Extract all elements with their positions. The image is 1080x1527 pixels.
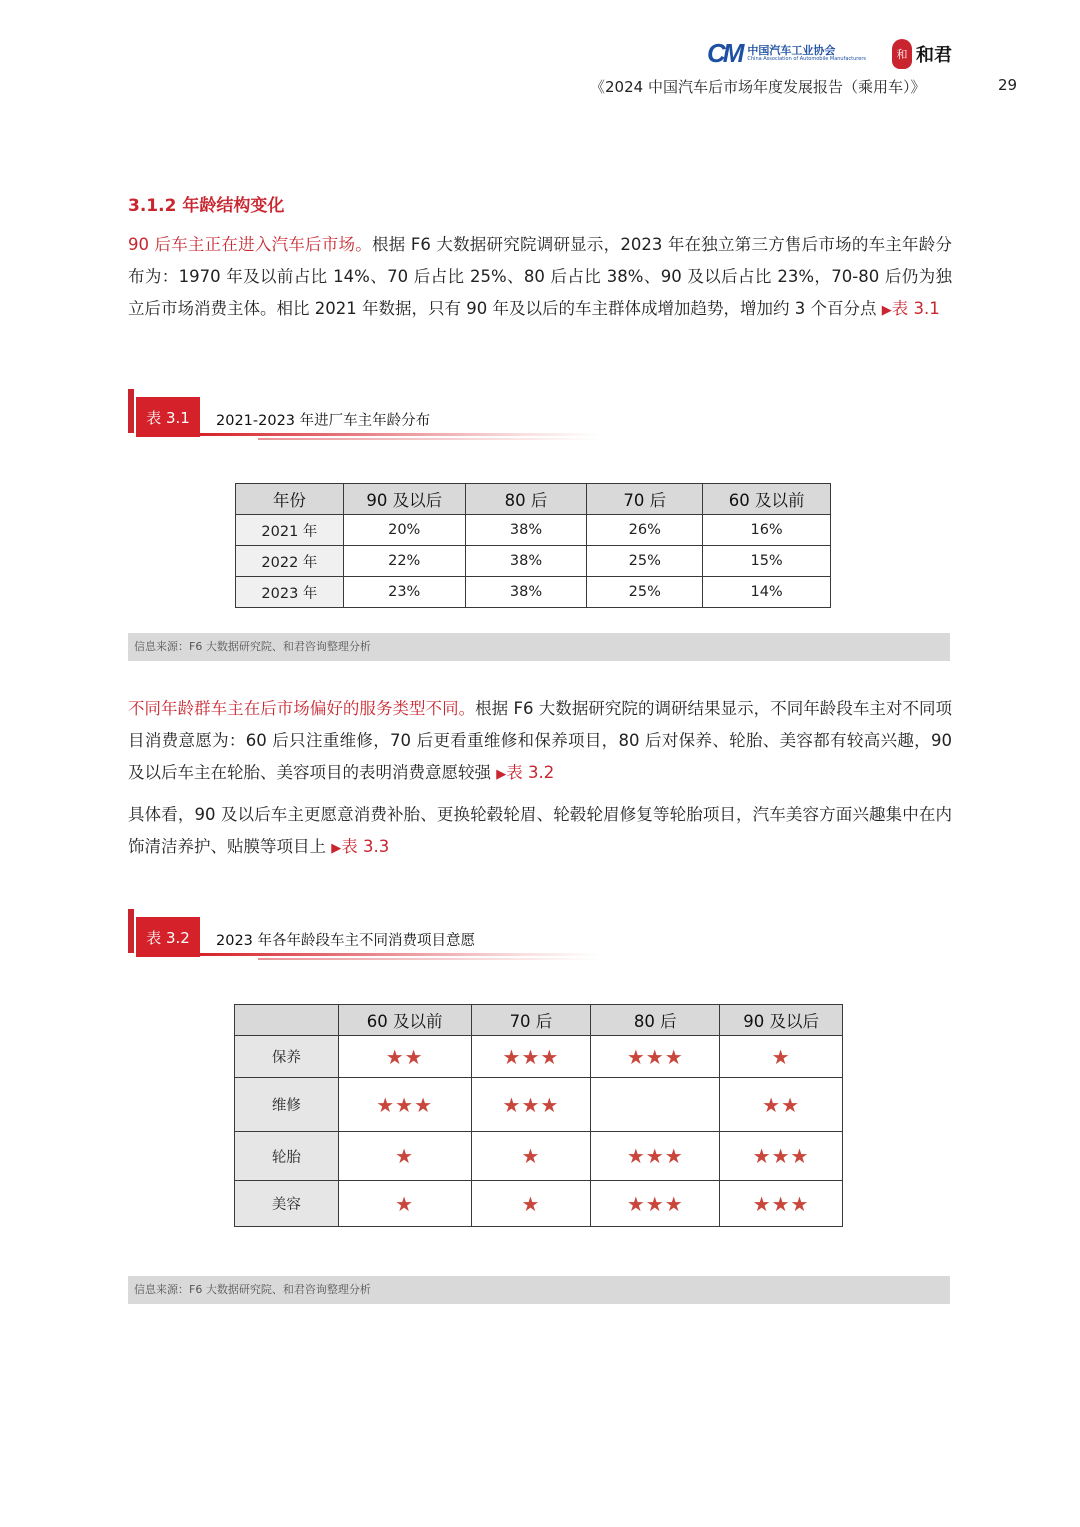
caam-name: 中国汽车工业协会 xyxy=(747,43,836,57)
star-rating: ★ xyxy=(338,1181,471,1227)
banner-tab xyxy=(128,909,134,953)
paragraph-highlight: 不同年龄群车主在后市场偏好的服务类型不同。 xyxy=(128,699,476,718)
table-source-note: 信息来源：F6 大数据研究院、和君咨询整理分析 xyxy=(128,633,950,661)
table-cell: 38% xyxy=(465,515,587,546)
column-header: 60 及以前 xyxy=(338,1005,471,1036)
star-rating: ★★ xyxy=(338,1036,471,1078)
star-rating: ★★★ xyxy=(591,1132,720,1181)
age-distribution-table xyxy=(235,483,831,608)
table-cell: 14% xyxy=(703,577,831,608)
column-header: 90 及以后 xyxy=(343,484,465,515)
column-header: 90 及以后 xyxy=(720,1005,843,1036)
banner-divider xyxy=(258,438,598,440)
table-3-1-banner xyxy=(128,389,608,445)
star-rating: ★ xyxy=(471,1181,591,1227)
star-rating: ★★★ xyxy=(720,1132,843,1181)
report-title: 《2024 中国汽车后市场年度发展报告（乘用车）》 xyxy=(590,78,926,96)
star-rating: ★★★ xyxy=(338,1078,471,1132)
paragraph-detail xyxy=(128,799,952,865)
table-title: 2023 年各年龄段车主不同消费项目意愿 xyxy=(216,933,476,949)
table-source-note: 信息来源：F6 大数据研究院、和君咨询整理分析 xyxy=(128,1276,950,1304)
star-rating: ★★★ xyxy=(471,1036,591,1078)
row-label: 轮胎 xyxy=(235,1132,339,1181)
row-label: 保养 xyxy=(235,1036,339,1078)
star-rating: ★★★ xyxy=(591,1036,720,1078)
table-label: 表 3.1 xyxy=(136,397,200,437)
table-row xyxy=(235,1078,843,1132)
table-row xyxy=(235,1036,843,1078)
paragraph-service-preference xyxy=(128,693,952,791)
column-header: 60 及以前 xyxy=(703,484,831,515)
column-header: 80 后 xyxy=(465,484,587,515)
banner-divider xyxy=(258,958,598,960)
table-cell: 25% xyxy=(587,577,703,608)
row-label: 美容 xyxy=(235,1181,339,1227)
star-rating: ★★ xyxy=(720,1078,843,1132)
table-cell: 2023 年 xyxy=(236,577,344,608)
table-cell: 22% xyxy=(343,546,465,577)
table-cell: 2021 年 xyxy=(236,515,344,546)
table-reference-link[interactable]: 表 3.1 xyxy=(891,299,940,318)
paragraph-text: 根据 F6 大数据研究院调研显示，2023 年在独立第三方售后市场的车主年龄分布为：1970 年及以前占比 14%、70 后占比 25%、80 后占比 38%、90 及以后占比 23%，70-80 后仍为独立后市场消费主体。相比 2021 年数据，只有 90 年及以后的车主群体成增加趋势，增加约 3 个百分点 xyxy=(128,235,952,318)
star-rating: ★★★ xyxy=(720,1181,843,1227)
table-cell: 38% xyxy=(465,577,587,608)
caam-logo xyxy=(707,38,866,69)
consumption-willingness-table xyxy=(234,1004,843,1227)
column-header: 80 后 xyxy=(591,1005,720,1036)
hejun-seal-icon: 和 xyxy=(892,39,912,69)
banner-tab xyxy=(128,389,134,433)
column-header: 70 后 xyxy=(587,484,703,515)
caam-name-en: China Association of Automobile Manufacturers xyxy=(747,55,866,62)
reference-arrow-icon: ▶ xyxy=(881,303,892,318)
column-header: 年份 xyxy=(236,484,344,515)
column-header xyxy=(235,1005,339,1036)
table-row xyxy=(236,546,831,577)
star-rating xyxy=(591,1078,720,1132)
table-3-2-banner xyxy=(128,909,608,965)
table-row xyxy=(235,1132,843,1181)
paragraph-age-distribution xyxy=(128,229,952,327)
page-number: 29 xyxy=(998,76,1018,94)
banner-divider xyxy=(200,433,600,436)
table-cell: 23% xyxy=(343,577,465,608)
star-rating: ★★★ xyxy=(471,1078,591,1132)
star-rating: ★ xyxy=(471,1132,591,1181)
column-header: 70 后 xyxy=(471,1005,591,1036)
paragraph-highlight: 90 后车主正在进入汽车后市场。 xyxy=(128,235,372,254)
caam-mark-icon: CM xyxy=(706,38,742,68)
header-logos xyxy=(707,38,952,69)
table-cell: 20% xyxy=(343,515,465,546)
hejun-logo xyxy=(892,39,952,69)
banner-divider xyxy=(200,953,600,956)
table-cell: 2022 年 xyxy=(236,546,344,577)
star-rating: ★ xyxy=(338,1132,471,1181)
table-cell: 15% xyxy=(703,546,831,577)
table-cell: 38% xyxy=(465,546,587,577)
table-title: 2021-2023 年进厂车主年龄分布 xyxy=(216,413,431,429)
table-cell: 26% xyxy=(587,515,703,546)
table-row xyxy=(236,515,831,546)
table-cell: 25% xyxy=(587,546,703,577)
table-row xyxy=(236,577,831,608)
hejun-name: 和君 xyxy=(916,44,952,66)
table-reference-link[interactable]: 表 3.3 xyxy=(341,837,390,856)
table-reference-link[interactable]: 表 3.2 xyxy=(506,763,555,782)
reference-arrow-icon: ▶ xyxy=(496,767,507,782)
table-cell: 16% xyxy=(703,515,831,546)
star-rating: ★★★ xyxy=(591,1181,720,1227)
paragraph-text: 具体看，90 及以后车主更愿意消费补胎、更换轮毂轮眉、轮毂轮眉修复等轮胎项目，汽车美容方面兴趣集中在内饰清洁养护、贴膜等项目上 xyxy=(128,805,952,856)
paragraph-text: 根据 F6 大数据研究院的调研结果显示，不同年龄段车主对不同项目消费意愿为：60 后只注重维修，70 后更看重维修和保养项目，80 后对保养、轮胎、美容都有较高兴趣，90 及以后车主在轮胎、美容项目的表明消费意愿较强 xyxy=(128,699,953,782)
section-heading: 3.1.2 年龄结构变化 xyxy=(128,196,285,216)
star-rating: ★ xyxy=(720,1036,843,1078)
table-label: 表 3.2 xyxy=(136,917,200,957)
table-row xyxy=(235,1181,843,1227)
row-label: 维修 xyxy=(235,1078,339,1132)
reference-arrow-icon: ▶ xyxy=(331,841,342,856)
